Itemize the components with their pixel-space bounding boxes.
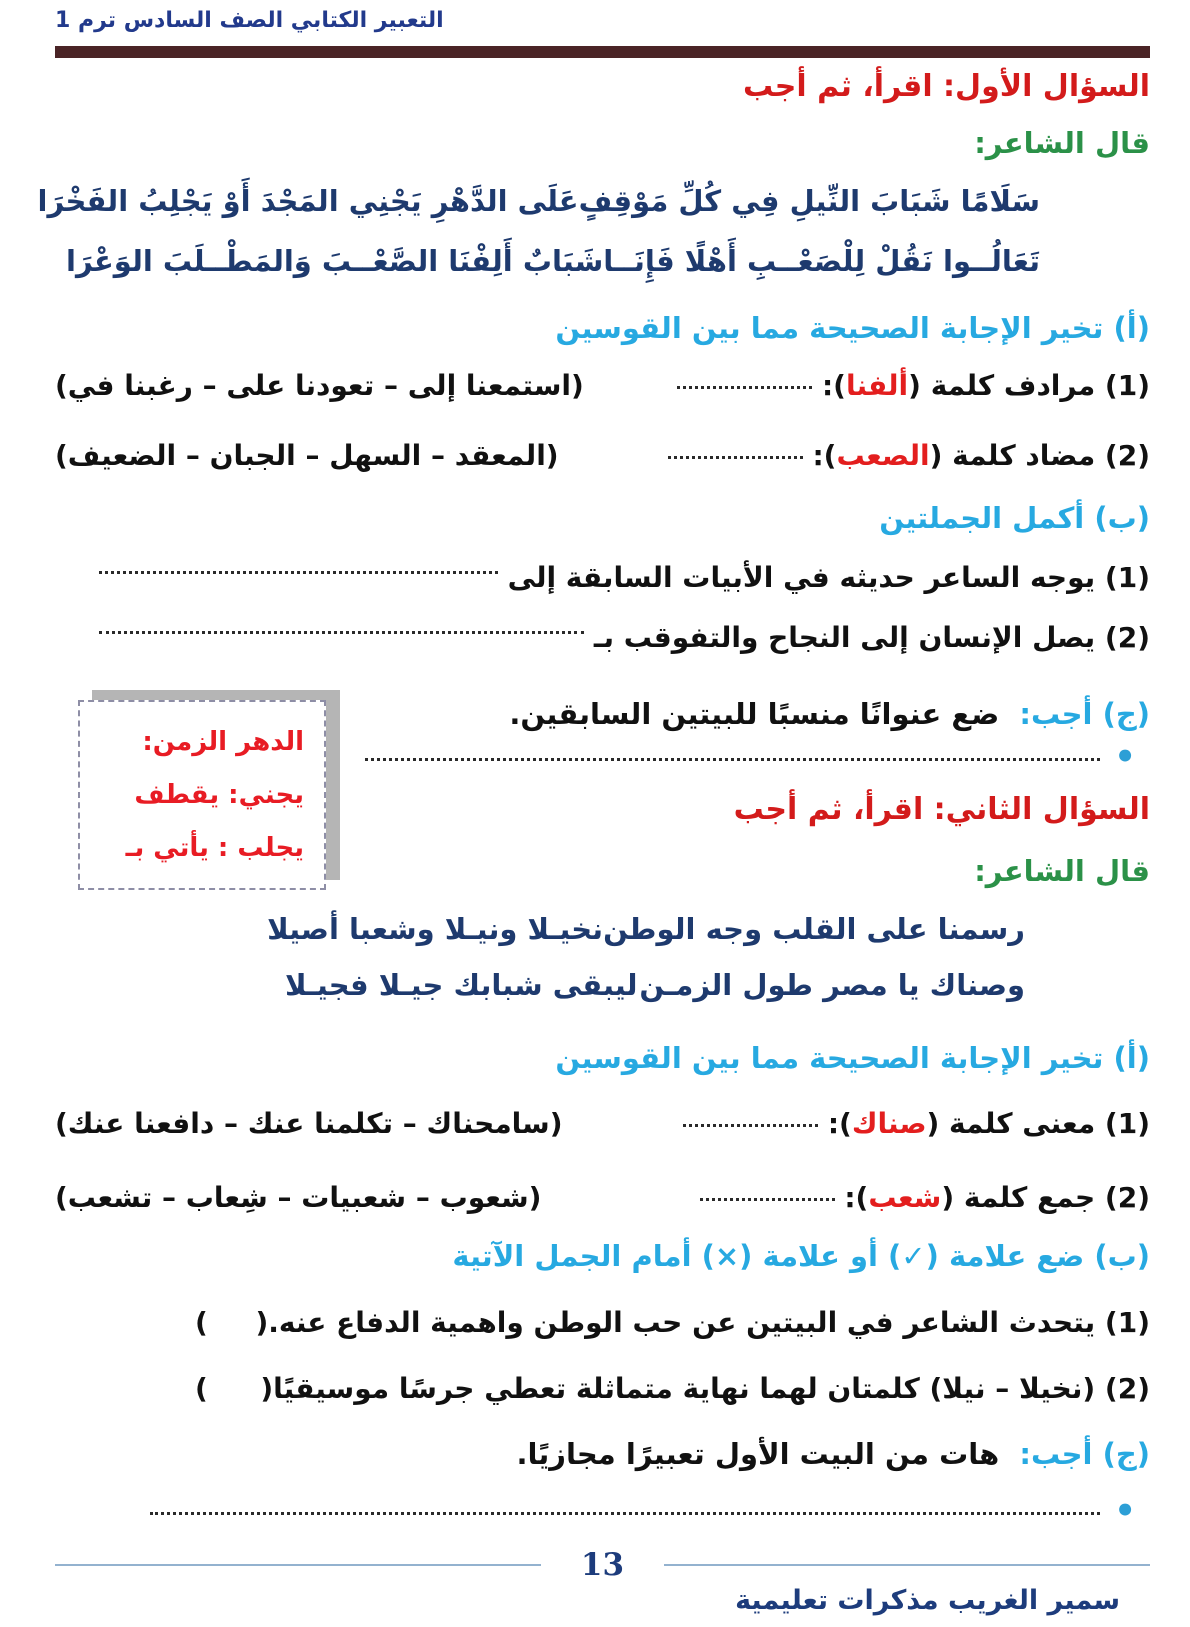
truefalse-bracket: ) — [195, 1372, 208, 1405]
q1-poet-intro: قال الشاعر: — [974, 126, 1150, 160]
keyword-highlight: صناك — [851, 1107, 927, 1140]
question-2-heading: السؤال الثاني: اقرأ، ثم أجب — [733, 792, 1150, 827]
q1-mcq-item-2-choices: (المعقد – السهل – الجبان – الضعيف) — [55, 439, 559, 472]
q1-mcq-item-2-stem — [668, 431, 1150, 481]
truefalse-text: (1) يتحدث الشاعر في البيتين عن حب الوطن واهمية الدفاع عنه.( — [255, 1306, 1150, 1339]
stem-colon: ): — [812, 439, 837, 472]
answer-blank — [99, 631, 584, 634]
glossary-line: الدهر الزمن: — [142, 727, 304, 758]
q2-mcq-item-2 — [55, 1173, 1150, 1223]
keyword-highlight: الصعب — [836, 439, 930, 472]
stem-text: (1) معنى كلمة ( — [926, 1107, 1150, 1140]
q2-verse-2 — [55, 957, 1150, 1013]
stem-text: (1) مرادف كلمة ( — [908, 369, 1150, 402]
completion-text: (2) يصل الإنسان إلى النجاح والتفوقب بـ — [593, 621, 1150, 654]
answer-blank — [150, 1512, 1100, 1515]
q1-poem — [37, 171, 1150, 291]
answer-blank — [700, 1198, 835, 1201]
q1-mcq-item-1-stem — [677, 361, 1150, 411]
answer-blank — [683, 1124, 818, 1127]
q2-truefalse-item-2 — [55, 1363, 1150, 1415]
q2-part-c-row — [55, 1429, 1150, 1479]
q2-mcq-item-2-choices: (شعوب – شعبيات – شِعاب – تشعب) — [55, 1181, 542, 1214]
footer-rule-left — [664, 1564, 1150, 1566]
keyword-highlight: شعب — [868, 1181, 942, 1214]
answer-blank — [677, 386, 812, 389]
q1-completion-item-1 — [55, 553, 1150, 603]
q2-mcq-item-1-stem — [683, 1099, 1150, 1149]
q1-mcq-item-1 — [55, 361, 1150, 411]
q2-part-b-heading: (ب) ضع علامة (✓) أو علامة (×) أمام الجمل الآتية — [452, 1239, 1150, 1273]
q2-truefalse-item-1 — [55, 1297, 1150, 1349]
glossary-line: يجني: يقطف — [134, 779, 304, 810]
glossary-box — [78, 700, 326, 890]
truefalse-bracket: ) — [195, 1306, 208, 1339]
q1-part-b-heading: (ب) أكمل الجملتين — [879, 501, 1150, 535]
q2-poem — [55, 901, 1150, 1013]
q1-verse-2 — [55, 231, 1150, 291]
q2-part-a-heading: (أ) تخير الإجابة الصحيحة مما بين القوسين — [555, 1041, 1150, 1075]
q1-part-c-label: (ج) أجب: — [1019, 697, 1150, 731]
stem-colon: ): — [827, 1107, 852, 1140]
stem-text: (2) جمع كلمة ( — [941, 1181, 1150, 1214]
q1-verse-1-right-hemistich: سَلَامًا شَبَابَ النِّيلِ فِي كُلِّ مَوْقِفٍ — [578, 184, 1040, 218]
footer-rule-right — [55, 1564, 541, 1566]
footer-rule — [55, 1547, 1150, 1583]
completion-text: (1) يوجه الساعر حديثه في الأبيات السابقة إلى — [507, 561, 1150, 594]
bullet-icon: • — [1114, 1491, 1136, 1531]
q1-completion-item-2 — [55, 613, 1150, 663]
page-header — [55, 8, 1150, 44]
q2-mcq-item-1-choices: (سامحناك – تكلمنا عنك – دافعنا عنك) — [55, 1107, 563, 1140]
question-1-heading: السؤال الأول: اقرأ، ثم أجب — [743, 69, 1150, 104]
q1-part-a-heading: (أ) تخير الإجابة الصحيحة مما بين القوسين — [555, 311, 1150, 345]
stem-colon: ): — [821, 369, 846, 402]
keyword-highlight: ألفنا — [845, 369, 909, 402]
q2-mcq-item-1 — [55, 1099, 1150, 1149]
q2-part-c-text: هات من البيت الأول تعبيرًا مجازيًا. — [516, 1437, 1000, 1471]
q2-verse-1-left-hemistich: نخيـلا ونيـلا وشعبا أصيلا — [267, 912, 604, 946]
page-footer — [55, 1547, 1150, 1616]
truefalse-text: (2) (نخيلا – نيلا) كلمتان لهما نهاية متماثلة تعطي جرسًا موسيقيًا( — [260, 1372, 1150, 1405]
q2-part-c-label: (ج) أجب: — [1019, 1437, 1150, 1471]
bullet-icon: • — [1114, 737, 1136, 777]
q2-verse-1-right-hemistich: رسمنا على القلب وجه الوطن — [603, 912, 1025, 946]
q1-verse-2-left-hemistich: شَبَابٌ أَلِفْنَا الصَّعْــبَ وَالمَطْــلَبَ الوَعْرَا — [66, 244, 604, 278]
q2-verse-2-left-hemistich: ليبقى شبابك جيـلا فجيـلا — [285, 968, 638, 1002]
stem-colon: ): — [844, 1181, 869, 1214]
q2-verse-1 — [55, 901, 1150, 957]
q1-verse-2-right-hemistich: تَعَالُــوا نَقُلْ لِلْصَعْــبِ أَهْلًا فَإِنَــا — [603, 244, 1040, 278]
q2-poet-intro: قال الشاعر: — [974, 854, 1150, 888]
q1-verse-1 — [37, 171, 1150, 231]
q1-answer-line — [365, 737, 1136, 777]
header-divider — [55, 46, 1150, 58]
q2-answer-line — [150, 1491, 1136, 1531]
page-number: 13 — [580, 1547, 625, 1583]
course-title: التعبير الكتابي الصف السادس ترم 1 — [55, 8, 444, 33]
q1-mcq-item-2 — [55, 431, 1150, 481]
stem-text: (2) مضاد كلمة ( — [929, 439, 1150, 472]
q1-verse-1-left-hemistich: عَلَى الدَّهْرِ يَجْنِي المَجْدَ أَوْ يَجْلِبُ الفَخْرَا — [37, 184, 579, 218]
q2-mcq-item-2-stem — [700, 1173, 1150, 1223]
q1-part-c-text: ضع عنوانًا منسبًا للبيتين السابقين. — [509, 697, 1000, 731]
answer-blank — [365, 758, 1100, 761]
publisher-name: سمير الغريب مذكرات تعليمية — [735, 1585, 1120, 1616]
glossary-line: يجلب : يأتي بـ — [125, 832, 304, 863]
q1-mcq-item-1-choices: (استمعنا إلى – تعودنا على – رغبنا في) — [55, 369, 584, 402]
answer-blank — [668, 456, 803, 459]
answer-blank — [99, 571, 498, 574]
q2-verse-2-right-hemistich: وصناك يا مصر طول الزمـن — [639, 968, 1025, 1002]
